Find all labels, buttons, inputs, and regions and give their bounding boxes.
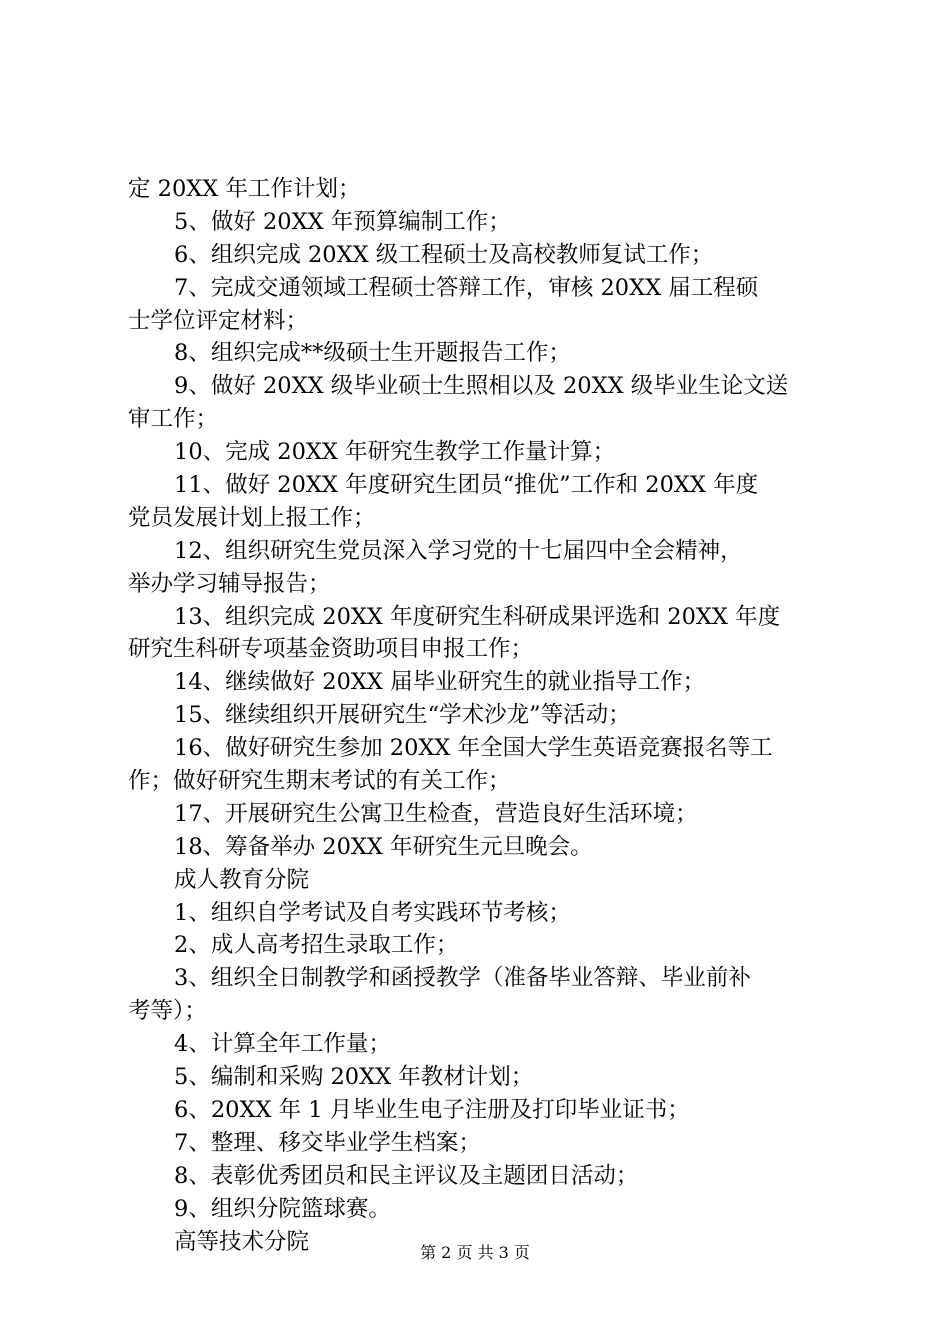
text-line: 举办学习辅导报告；	[128, 570, 331, 597]
text-line: 成人教育分院	[174, 866, 310, 893]
document-body	[128, 173, 833, 1258]
text-line: 士学位评定材料；	[128, 307, 309, 334]
text-line: 14、继续做好 20XX 届毕业研究生的就业指导工作；	[174, 669, 706, 696]
text-line: 审工作；	[128, 406, 219, 433]
page-footer	[0, 1242, 950, 1264]
text-line: 7、整理、移交毕业学生档案；	[174, 1129, 481, 1156]
text-line: 1、组织自学考试及自考实践环节考核；	[174, 899, 571, 926]
text-line: 6、20XX 年 1 月毕业生电子注册及打印毕业证书；	[174, 1096, 690, 1123]
text-line: 9、组织分院篮球赛。	[174, 1195, 391, 1222]
text-line: 3、组织全日制教学和函授教学（准备毕业答辩、毕业前补	[174, 965, 751, 992]
text-line: 11、做好 20XX 年度研究生团员“推优”工作和 20XX 年度	[174, 472, 759, 499]
text-line: 4、计算全年工作量；	[174, 1031, 391, 1058]
text-line: 2、成人高考招生录取工作；	[174, 932, 459, 959]
text-line: 6、组织完成 20XX 级工程硕士及高校教师复试工作；	[174, 241, 714, 268]
text-line: 15、继续组织开展研究生“学术沙龙”等活动；	[174, 702, 631, 729]
text-line: 定 20XX 年工作计划；	[128, 176, 361, 202]
text-line: 5、做好 20XX 年预算编制工作；	[174, 208, 511, 235]
text-line: 作；做好研究生期末考试的有关工作；	[128, 768, 511, 795]
text-line: 高等技术分院	[174, 1228, 310, 1255]
text-line: 17、开展研究生公寓卫生检查，营造良好生活环境；	[174, 800, 698, 827]
text-line: 9、做好 20XX 级毕业硕士生照相以及 20XX 级毕业生论文送	[174, 373, 789, 400]
text-line: 8、组织完成**级硕士生开题报告工作；	[174, 340, 571, 367]
text-line: 党员发展计划上报工作；	[128, 504, 376, 531]
text-line: 7、完成交通领域工程硕士答辩工作，审核 20XX 届工程硕	[174, 274, 759, 301]
text-line: 研究生科研专项基金资助项目申报工作；	[128, 636, 534, 663]
page-number: 第 2 页 共 3 页	[420, 1243, 530, 1262]
text-line: 18、筹备举办 20XX 年研究生元旦晚会。	[174, 833, 593, 860]
text-line: 10、完成 20XX 年研究生教学工作量计算；	[174, 439, 616, 466]
text-line: 13、组织完成 20XX 年度研究生科研成果评选和 20XX 年度	[174, 603, 781, 630]
text-line: 考等）；	[128, 998, 207, 1025]
text-line: 16、做好研究生参加 20XX 年全国大学生英语竞赛报名等工	[174, 735, 773, 762]
text-line: 12、组织研究生党员深入学习党的十七届四中全会精神，	[174, 537, 743, 564]
text-line: 5、编制和采购 20XX 年教材计划；	[174, 1064, 534, 1091]
text-line: 8、表彰优秀团员和民主评议及主题团日活动；	[174, 1162, 639, 1189]
